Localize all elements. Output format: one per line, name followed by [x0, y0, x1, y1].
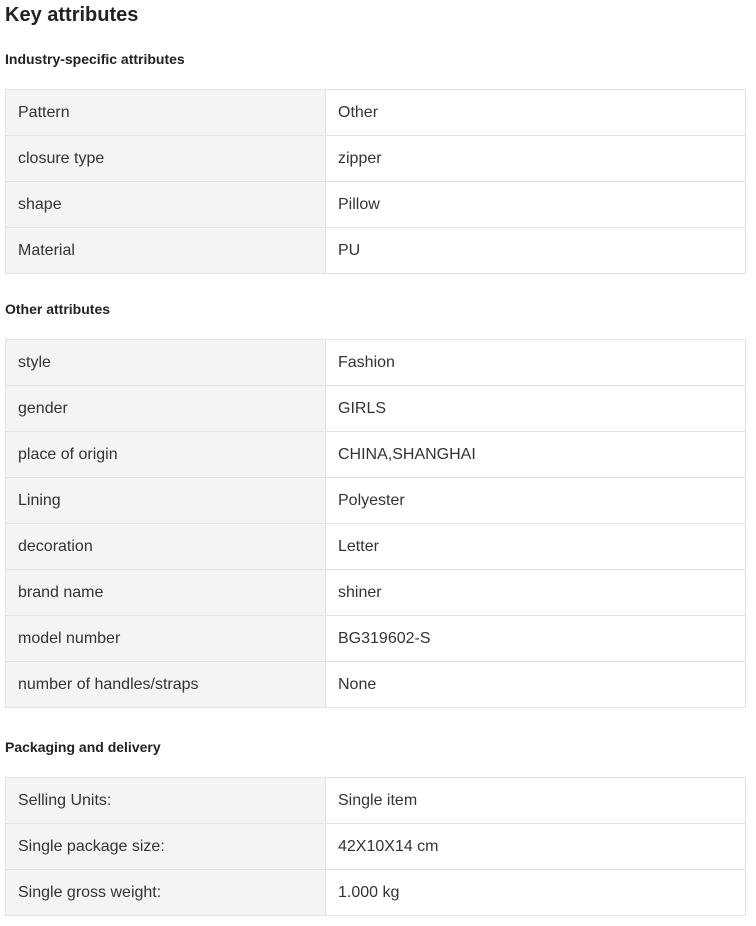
- attribute-value: Fashion: [326, 340, 746, 386]
- attribute-value: CHINA,SHANGHAI: [326, 432, 746, 478]
- table-row: [6, 662, 746, 708]
- attribute-value: 1.000 kg: [326, 870, 746, 916]
- attribute-key: model number: [6, 616, 326, 662]
- attribute-key: Material: [6, 228, 326, 274]
- table-row: [6, 228, 746, 274]
- section-title-industry: Industry-specific attributes: [5, 51, 185, 67]
- table-row: [6, 870, 746, 916]
- attribute-value: shiner: [326, 570, 746, 616]
- table-row: [6, 824, 746, 870]
- attribute-value: Pillow: [326, 182, 746, 228]
- section-title-other: Other attributes: [5, 301, 111, 317]
- table-row: [6, 386, 746, 432]
- table-row: [6, 778, 746, 824]
- section-title-packaging: Packaging and delivery: [5, 739, 161, 755]
- attribute-key: number of handles/straps: [6, 662, 326, 708]
- attribute-key: closure type: [6, 136, 326, 182]
- page-title: Key attributes: [5, 4, 139, 26]
- attribute-key: Pattern: [6, 90, 326, 136]
- table-row: [6, 340, 746, 386]
- table-row: [6, 182, 746, 228]
- attribute-value: Other: [326, 90, 746, 136]
- table-row: [6, 136, 746, 182]
- attribute-key: Lining: [6, 478, 326, 524]
- table-row: [6, 432, 746, 478]
- attribute-key: place of origin: [6, 432, 326, 478]
- attribute-value: 42X10X14 cm: [326, 824, 746, 870]
- packaging-attributes-table: [5, 777, 746, 916]
- attribute-key: brand name: [6, 570, 326, 616]
- attribute-value: Single item: [326, 778, 746, 824]
- attribute-key: decoration: [6, 524, 326, 570]
- attribute-value: None: [326, 662, 746, 708]
- industry-attributes-table: [5, 89, 746, 274]
- attribute-value: Polyester: [326, 478, 746, 524]
- table-row: [6, 90, 746, 136]
- attribute-key: gender: [6, 386, 326, 432]
- table-row: [6, 524, 746, 570]
- attribute-key: style: [6, 340, 326, 386]
- table-row: [6, 570, 746, 616]
- attribute-key: Single package size:: [6, 824, 326, 870]
- other-attributes-table: [5, 339, 746, 708]
- attribute-value: BG319602-S: [326, 616, 746, 662]
- attribute-value: zipper: [326, 136, 746, 182]
- attribute-value: GIRLS: [326, 386, 746, 432]
- table-row: [6, 616, 746, 662]
- attribute-value: PU: [326, 228, 746, 274]
- attribute-key: Selling Units:: [6, 778, 326, 824]
- attribute-key: Single gross weight:: [6, 870, 326, 916]
- attribute-value: Letter: [326, 524, 746, 570]
- attribute-key: shape: [6, 182, 326, 228]
- table-row: [6, 478, 746, 524]
